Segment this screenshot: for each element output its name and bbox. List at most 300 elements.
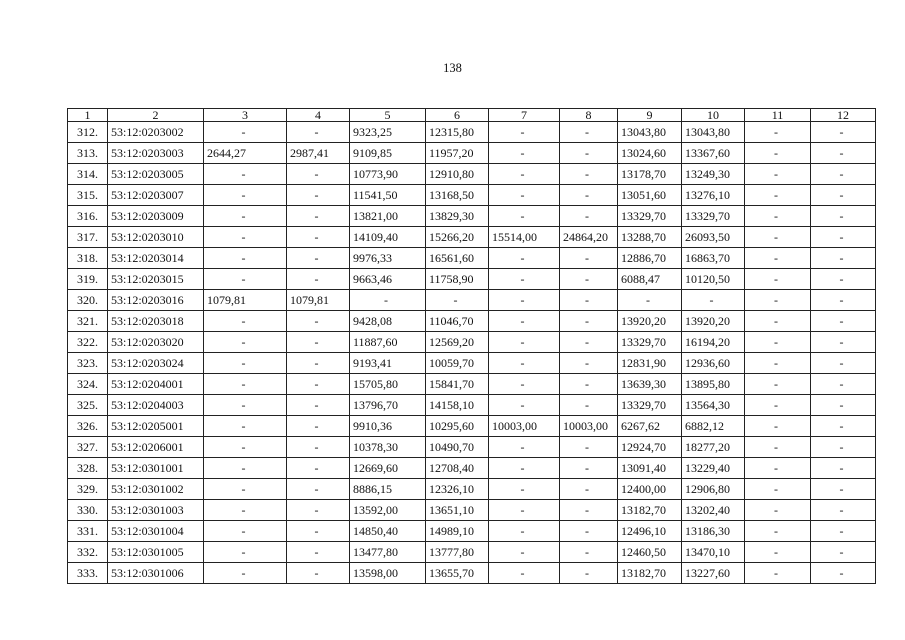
value-cell: - xyxy=(489,122,560,143)
value-cell: 13024,60 xyxy=(618,143,682,164)
value-cell: 12400,00 xyxy=(618,479,682,500)
value-cell: - xyxy=(287,206,350,227)
value-cell: - xyxy=(811,500,876,521)
value-cell: 13470,10 xyxy=(682,542,745,563)
value-cell: 8886,15 xyxy=(350,479,426,500)
value-cell: 13202,40 xyxy=(682,500,745,521)
value-cell: - xyxy=(745,479,811,500)
table-row xyxy=(68,290,876,311)
value-cell: 1079,81 xyxy=(287,290,350,311)
value-cell: - xyxy=(745,206,811,227)
value-cell: - xyxy=(745,269,811,290)
value-cell: - xyxy=(560,311,618,332)
column-header-9: 9 xyxy=(618,109,682,122)
cadastral-number-cell: 53:12:0203002 xyxy=(108,122,204,143)
value-cell: - xyxy=(560,542,618,563)
cadastral-number-cell: 53:12:0206001 xyxy=(108,437,204,458)
value-cell: - xyxy=(287,395,350,416)
column-header-6: 6 xyxy=(426,109,489,122)
value-cell: - xyxy=(560,353,618,374)
table-header-row xyxy=(68,109,876,122)
value-cell: 13592,00 xyxy=(350,500,426,521)
value-cell: 6088,47 xyxy=(618,269,682,290)
value-cell: 13829,30 xyxy=(426,206,489,227)
value-cell: - xyxy=(287,374,350,395)
value-cell: - xyxy=(811,437,876,458)
value-cell: - xyxy=(811,185,876,206)
value-cell: - xyxy=(682,290,745,311)
value-cell: - xyxy=(489,353,560,374)
row-number-cell: 318. xyxy=(68,248,108,269)
row-number-cell: 316. xyxy=(68,206,108,227)
column-header-8: 8 xyxy=(560,109,618,122)
value-cell: 12669,60 xyxy=(350,458,426,479)
value-cell: - xyxy=(811,563,876,584)
value-cell: 10120,50 xyxy=(682,269,745,290)
value-cell: - xyxy=(560,500,618,521)
table-row xyxy=(68,269,876,290)
value-cell: 13564,30 xyxy=(682,395,745,416)
value-cell: - xyxy=(287,416,350,437)
value-cell: - xyxy=(745,563,811,584)
value-cell: 15514,00 xyxy=(489,227,560,248)
value-cell: - xyxy=(489,374,560,395)
table-row xyxy=(68,122,876,143)
value-cell: - xyxy=(287,563,350,584)
value-cell: 9323,25 xyxy=(350,122,426,143)
value-cell: - xyxy=(560,248,618,269)
value-cell: - xyxy=(489,437,560,458)
value-cell: - xyxy=(287,122,350,143)
value-cell: 13920,20 xyxy=(682,311,745,332)
value-cell: - xyxy=(489,500,560,521)
value-cell: - xyxy=(204,353,287,374)
cadastral-number-cell: 53:12:0203005 xyxy=(108,164,204,185)
value-cell: - xyxy=(489,206,560,227)
row-number-cell: 313. xyxy=(68,143,108,164)
table-row xyxy=(68,206,876,227)
value-cell: - xyxy=(811,269,876,290)
row-number-cell: 321. xyxy=(68,311,108,332)
value-cell: 13043,80 xyxy=(618,122,682,143)
value-cell: 2987,41 xyxy=(287,143,350,164)
value-cell: - xyxy=(287,437,350,458)
value-cell: 16194,20 xyxy=(682,332,745,353)
table-row xyxy=(68,332,876,353)
table-row xyxy=(68,185,876,206)
value-cell: 9109,85 xyxy=(350,143,426,164)
row-number-cell: 324. xyxy=(68,374,108,395)
value-cell: - xyxy=(204,122,287,143)
value-cell: - xyxy=(204,395,287,416)
value-cell: 14850,40 xyxy=(350,521,426,542)
value-cell: 13043,80 xyxy=(682,122,745,143)
value-cell: 11758,90 xyxy=(426,269,489,290)
value-cell: - xyxy=(560,374,618,395)
value-cell: - xyxy=(560,185,618,206)
cadastral-number-cell: 53:12:0203009 xyxy=(108,206,204,227)
cadastral-number-cell: 53:12:0203014 xyxy=(108,248,204,269)
value-cell: - xyxy=(560,143,618,164)
value-cell: 15841,70 xyxy=(426,374,489,395)
value-cell: - xyxy=(811,374,876,395)
value-cell: 12886,70 xyxy=(618,248,682,269)
value-cell: - xyxy=(745,332,811,353)
value-cell: - xyxy=(745,185,811,206)
value-cell: 10003,00 xyxy=(489,416,560,437)
column-header-7: 7 xyxy=(489,109,560,122)
value-cell: 13182,70 xyxy=(618,563,682,584)
cadastral-number-cell: 53:12:0203020 xyxy=(108,332,204,353)
value-cell: - xyxy=(560,332,618,353)
value-cell: 18277,20 xyxy=(682,437,745,458)
value-cell: 15705,80 xyxy=(350,374,426,395)
value-cell: - xyxy=(489,332,560,353)
cadastral-number-cell: 53:12:0203016 xyxy=(108,290,204,311)
value-cell: 11957,20 xyxy=(426,143,489,164)
cadastral-number-cell: 53:12:0301003 xyxy=(108,500,204,521)
value-cell: - xyxy=(287,311,350,332)
value-cell: - xyxy=(745,437,811,458)
value-cell: 24864,20 xyxy=(560,227,618,248)
row-number-cell: 325. xyxy=(68,395,108,416)
value-cell: - xyxy=(204,542,287,563)
value-cell: - xyxy=(745,143,811,164)
value-cell: - xyxy=(745,500,811,521)
value-cell: - xyxy=(287,185,350,206)
value-cell: 13639,30 xyxy=(618,374,682,395)
value-cell: - xyxy=(745,374,811,395)
value-cell: 16863,70 xyxy=(682,248,745,269)
value-cell: - xyxy=(745,164,811,185)
value-cell: - xyxy=(204,269,287,290)
value-cell: - xyxy=(204,206,287,227)
value-cell: - xyxy=(560,479,618,500)
value-cell: 13367,60 xyxy=(682,143,745,164)
value-cell: - xyxy=(204,416,287,437)
cadastral-number-cell: 53:12:0301006 xyxy=(108,563,204,584)
table-row xyxy=(68,164,876,185)
value-cell: - xyxy=(560,521,618,542)
value-cell: - xyxy=(745,248,811,269)
value-cell: 13182,70 xyxy=(618,500,682,521)
row-number-cell: 314. xyxy=(68,164,108,185)
value-cell: 6267,62 xyxy=(618,416,682,437)
value-cell: - xyxy=(745,458,811,479)
value-cell: 13329,70 xyxy=(618,206,682,227)
column-header-1: 1 xyxy=(68,109,108,122)
row-number-cell: 317. xyxy=(68,227,108,248)
row-number-cell: 312. xyxy=(68,122,108,143)
cadastral-number-cell: 53:12:0203018 xyxy=(108,311,204,332)
value-cell: 12460,50 xyxy=(618,542,682,563)
value-cell: - xyxy=(560,269,618,290)
table-row xyxy=(68,458,876,479)
value-cell: 13777,80 xyxy=(426,542,489,563)
table-row xyxy=(68,563,876,584)
value-cell: 16561,60 xyxy=(426,248,489,269)
value-cell: - xyxy=(745,542,811,563)
value-cell: - xyxy=(811,353,876,374)
value-cell: - xyxy=(560,458,618,479)
cadastral-number-cell: 53:12:0203003 xyxy=(108,143,204,164)
value-cell: - xyxy=(811,311,876,332)
data-table xyxy=(67,108,876,584)
value-cell: 6882,12 xyxy=(682,416,745,437)
value-cell: 13477,80 xyxy=(350,542,426,563)
column-header-11: 11 xyxy=(745,109,811,122)
cadastral-number-cell: 53:12:0301001 xyxy=(108,458,204,479)
value-cell: 13655,70 xyxy=(426,563,489,584)
table-row xyxy=(68,374,876,395)
value-cell: - xyxy=(745,290,811,311)
value-cell: - xyxy=(811,458,876,479)
value-cell: - xyxy=(811,143,876,164)
row-number-cell: 326. xyxy=(68,416,108,437)
value-cell: - xyxy=(489,458,560,479)
value-cell: - xyxy=(489,143,560,164)
value-cell: - xyxy=(489,290,560,311)
value-cell: 12708,40 xyxy=(426,458,489,479)
value-cell: - xyxy=(811,122,876,143)
value-cell: - xyxy=(489,248,560,269)
value-cell: 13091,40 xyxy=(618,458,682,479)
value-cell: - xyxy=(489,521,560,542)
value-cell: - xyxy=(560,395,618,416)
value-cell: - xyxy=(287,542,350,563)
value-cell: 12326,10 xyxy=(426,479,489,500)
value-cell: - xyxy=(745,521,811,542)
row-number-cell: 331. xyxy=(68,521,108,542)
table-row xyxy=(68,248,876,269)
table-row xyxy=(68,500,876,521)
table-row xyxy=(68,143,876,164)
value-cell: 14989,10 xyxy=(426,521,489,542)
column-header-5: 5 xyxy=(350,109,426,122)
value-cell: 10378,30 xyxy=(350,437,426,458)
value-cell: 11541,50 xyxy=(350,185,426,206)
value-cell: 13329,70 xyxy=(682,206,745,227)
value-cell: 12315,80 xyxy=(426,122,489,143)
value-cell: - xyxy=(560,206,618,227)
row-number-cell: 320. xyxy=(68,290,108,311)
value-cell: 14158,10 xyxy=(426,395,489,416)
value-cell: - xyxy=(204,479,287,500)
table-row xyxy=(68,479,876,500)
cadastral-number-cell: 53:12:0301002 xyxy=(108,479,204,500)
table-row xyxy=(68,542,876,563)
value-cell: - xyxy=(745,311,811,332)
column-header-3: 3 xyxy=(204,109,287,122)
value-cell: 13598,00 xyxy=(350,563,426,584)
value-cell: 11046,70 xyxy=(426,311,489,332)
value-cell: - xyxy=(560,290,618,311)
row-number-cell: 327. xyxy=(68,437,108,458)
value-cell: - xyxy=(811,521,876,542)
value-cell: - xyxy=(745,416,811,437)
value-cell: - xyxy=(287,479,350,500)
value-cell: - xyxy=(489,164,560,185)
value-cell: 15266,20 xyxy=(426,227,489,248)
value-cell: - xyxy=(489,185,560,206)
row-number-cell: 315. xyxy=(68,185,108,206)
table-row xyxy=(68,353,876,374)
value-cell: - xyxy=(204,227,287,248)
value-cell: - xyxy=(204,500,287,521)
cadastral-number-cell: 53:12:0203024 xyxy=(108,353,204,374)
value-cell: - xyxy=(489,311,560,332)
value-cell: 13288,70 xyxy=(618,227,682,248)
value-cell: - xyxy=(204,521,287,542)
cadastral-number-cell: 53:12:0203007 xyxy=(108,185,204,206)
value-cell: - xyxy=(560,122,618,143)
value-cell: - xyxy=(287,500,350,521)
value-cell: - xyxy=(489,479,560,500)
value-cell: 13329,70 xyxy=(618,395,682,416)
value-cell: - xyxy=(287,164,350,185)
value-cell: 2644,27 xyxy=(204,143,287,164)
value-cell: - xyxy=(287,269,350,290)
value-cell: - xyxy=(287,521,350,542)
value-cell: 13895,80 xyxy=(682,374,745,395)
value-cell: - xyxy=(204,437,287,458)
page-number: 138 xyxy=(443,61,462,75)
value-cell: 12924,70 xyxy=(618,437,682,458)
value-cell: - xyxy=(811,395,876,416)
value-cell: - xyxy=(811,332,876,353)
table-body xyxy=(68,122,876,584)
row-number-cell: 333. xyxy=(68,563,108,584)
value-cell: 14109,40 xyxy=(350,227,426,248)
value-cell: - xyxy=(811,248,876,269)
value-cell: - xyxy=(811,227,876,248)
cadastral-number-cell: 53:12:0301005 xyxy=(108,542,204,563)
value-cell: - xyxy=(204,164,287,185)
value-cell: 13920,20 xyxy=(618,311,682,332)
value-cell: 10490,70 xyxy=(426,437,489,458)
value-cell: 10295,60 xyxy=(426,416,489,437)
value-cell: 13249,30 xyxy=(682,164,745,185)
value-cell: 13178,70 xyxy=(618,164,682,185)
value-cell: 13276,10 xyxy=(682,185,745,206)
cadastral-number-cell: 53:12:0205001 xyxy=(108,416,204,437)
value-cell: - xyxy=(745,353,811,374)
table-row xyxy=(68,416,876,437)
row-number-cell: 329. xyxy=(68,479,108,500)
row-number-cell: 330. xyxy=(68,500,108,521)
value-cell: - xyxy=(287,248,350,269)
table-row xyxy=(68,227,876,248)
value-cell: - xyxy=(204,563,287,584)
value-cell: 12831,90 xyxy=(618,353,682,374)
value-cell: - xyxy=(745,395,811,416)
value-cell: - xyxy=(204,374,287,395)
value-cell: - xyxy=(745,227,811,248)
value-cell: - xyxy=(811,479,876,500)
table-row xyxy=(68,521,876,542)
cadastral-number-cell: 53:12:0301004 xyxy=(108,521,204,542)
value-cell: - xyxy=(287,458,350,479)
value-cell: - xyxy=(204,458,287,479)
value-cell: 13229,40 xyxy=(682,458,745,479)
value-cell: - xyxy=(489,542,560,563)
value-cell: - xyxy=(204,311,287,332)
value-cell: - xyxy=(204,248,287,269)
row-number-cell: 328. xyxy=(68,458,108,479)
cadastral-number-cell: 53:12:0204001 xyxy=(108,374,204,395)
cadastral-number-cell: 53:12:0203015 xyxy=(108,269,204,290)
value-cell: - xyxy=(811,206,876,227)
value-cell: 12936,60 xyxy=(682,353,745,374)
row-number-cell: 319. xyxy=(68,269,108,290)
column-header-12: 12 xyxy=(811,109,876,122)
row-number-cell: 323. xyxy=(68,353,108,374)
column-header-2: 2 xyxy=(108,109,204,122)
value-cell: - xyxy=(287,353,350,374)
value-cell: - xyxy=(489,269,560,290)
value-cell: - xyxy=(811,164,876,185)
value-cell: - xyxy=(350,290,426,311)
value-cell: - xyxy=(287,332,350,353)
table-row xyxy=(68,395,876,416)
value-cell: - xyxy=(426,290,489,311)
value-cell: - xyxy=(204,185,287,206)
column-header-10: 10 xyxy=(682,109,745,122)
value-cell: - xyxy=(560,437,618,458)
value-cell: 26093,50 xyxy=(682,227,745,248)
value-cell: 13168,50 xyxy=(426,185,489,206)
value-cell: 12569,20 xyxy=(426,332,489,353)
cadastral-number-cell: 53:12:0204003 xyxy=(108,395,204,416)
value-cell: 1079,81 xyxy=(204,290,287,311)
value-cell: 13227,60 xyxy=(682,563,745,584)
table-row xyxy=(68,437,876,458)
value-cell: 10773,90 xyxy=(350,164,426,185)
value-cell: 9976,33 xyxy=(350,248,426,269)
value-cell: 12906,80 xyxy=(682,479,745,500)
value-cell: 13796,70 xyxy=(350,395,426,416)
value-cell: 13186,30 xyxy=(682,521,745,542)
row-number-cell: 322. xyxy=(68,332,108,353)
value-cell: - xyxy=(489,395,560,416)
value-cell: - xyxy=(560,164,618,185)
value-cell: - xyxy=(811,416,876,437)
value-cell: - xyxy=(811,290,876,311)
value-cell: 13329,70 xyxy=(618,332,682,353)
row-number-cell: 332. xyxy=(68,542,108,563)
column-header-4: 4 xyxy=(287,109,350,122)
value-cell: 9663,46 xyxy=(350,269,426,290)
value-cell: - xyxy=(560,563,618,584)
value-cell: 9428,08 xyxy=(350,311,426,332)
value-cell: - xyxy=(811,542,876,563)
table-row xyxy=(68,311,876,332)
value-cell: 9193,41 xyxy=(350,353,426,374)
value-cell: 13051,60 xyxy=(618,185,682,206)
cadastral-number-cell: 53:12:0203010 xyxy=(108,227,204,248)
value-cell: 13821,00 xyxy=(350,206,426,227)
value-cell: - xyxy=(618,290,682,311)
value-cell: 12496,10 xyxy=(618,521,682,542)
value-cell: 10059,70 xyxy=(426,353,489,374)
value-cell: 10003,00 xyxy=(560,416,618,437)
value-cell: 11887,60 xyxy=(350,332,426,353)
value-cell: 13651,10 xyxy=(426,500,489,521)
value-cell: - xyxy=(745,122,811,143)
value-cell: 12910,80 xyxy=(426,164,489,185)
value-cell: 9910,36 xyxy=(350,416,426,437)
value-cell: - xyxy=(489,563,560,584)
